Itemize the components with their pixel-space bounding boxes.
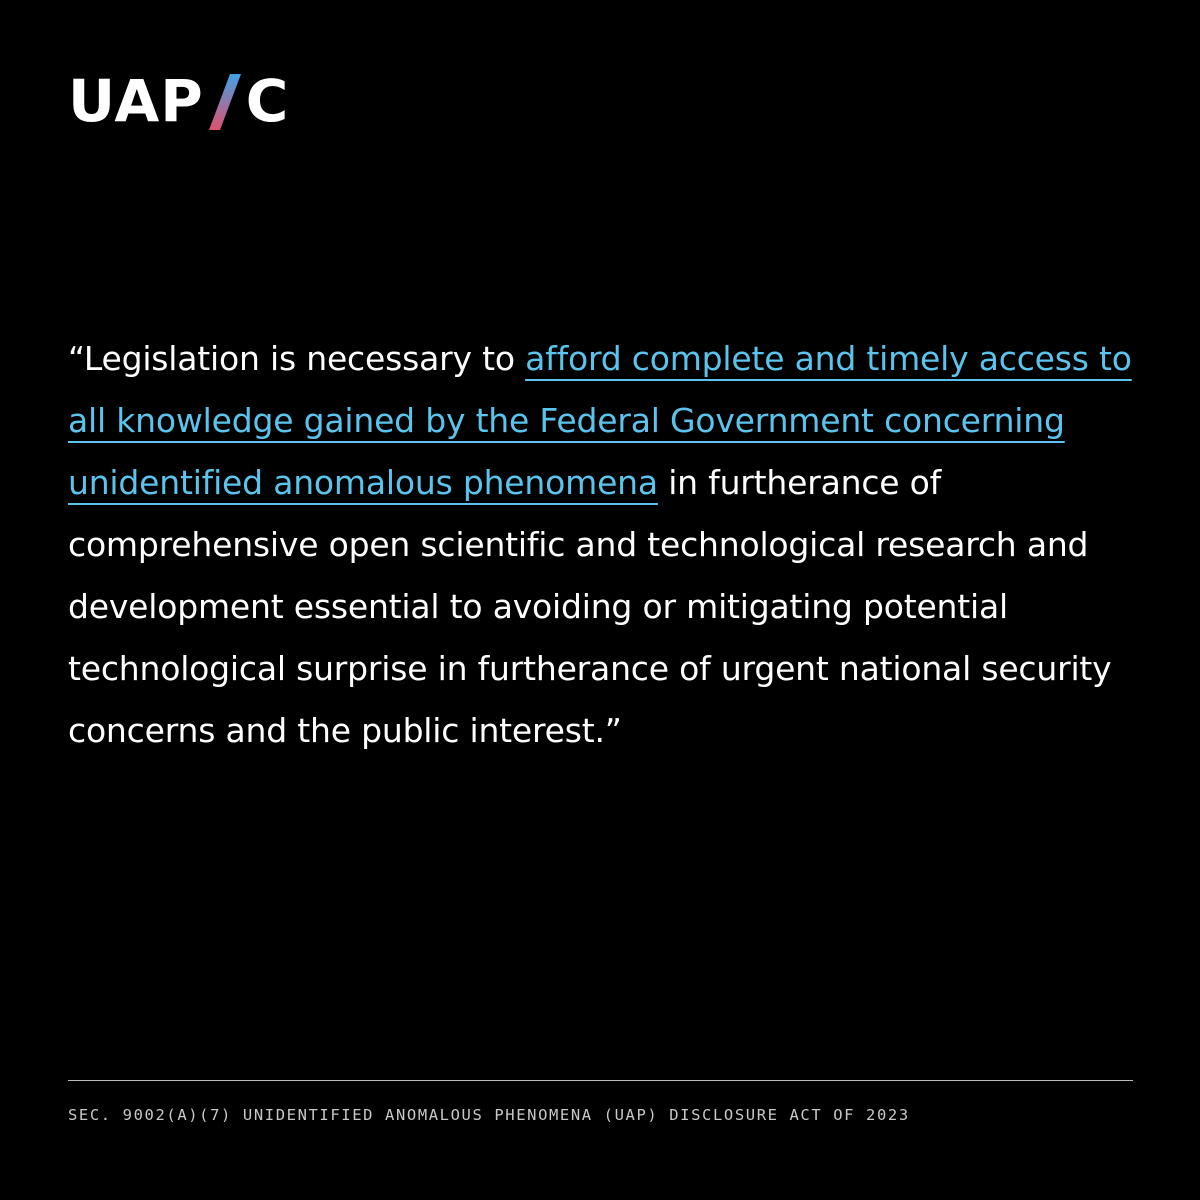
quote-lead: “Legislation is necessary to xyxy=(68,339,526,378)
quote-remainder: in furtherance of comprehensive open scientific and technological research and development essential to avoiding or mitigating potential technological surprise in furtherance of urgent national security concerns and the public interest.” xyxy=(68,463,1112,750)
quote-text xyxy=(68,328,1158,762)
source-citation: SEC. 9002(A)(7) UNIDENTIFIED ANOMALOUS PHENOMENA (UAP) DISCLOSURE ACT OF 2023 xyxy=(68,1106,910,1124)
quote-highlight-link[interactable]: afford complete and timely access to all knowledge gained by the Federal Government concerning unidentified anomalous phenomena xyxy=(68,339,1132,502)
divider-line xyxy=(68,1080,1133,1081)
brand-logo xyxy=(68,66,289,136)
logo-text-left: UAP xyxy=(68,67,204,135)
logo-slash-icon xyxy=(208,74,242,130)
logo-text-right: C xyxy=(245,67,290,135)
